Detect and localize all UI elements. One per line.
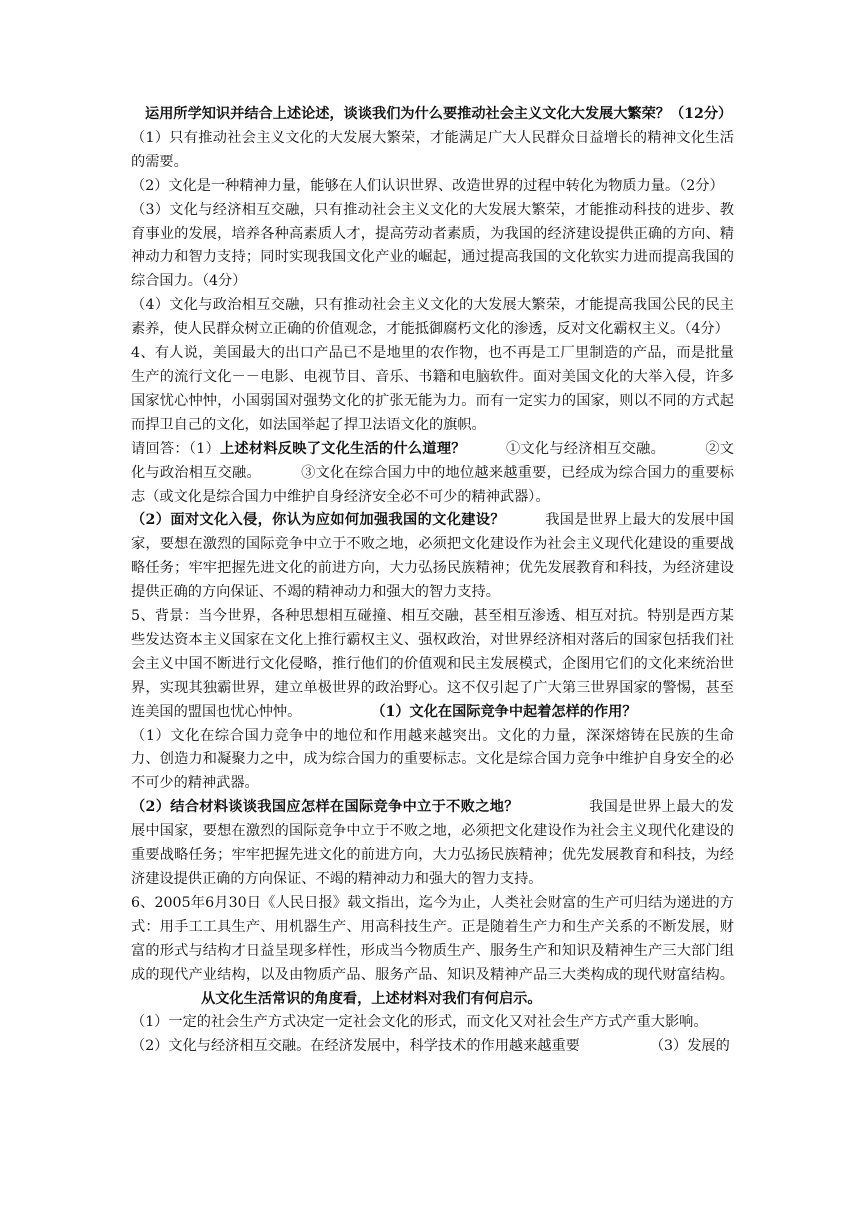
q6-answer-2-3	[131, 1035, 734, 1059]
q3-answer-1: （1）只有推动社会主义文化的大发展大繁荣，才能满足广大人民群众日益增长的精神文化生活的需要。	[131, 129, 734, 170]
q5-question-1: （1）文化在国际竞争中起着怎样的作用？	[371, 703, 637, 720]
q4-question-2: （2）面对文化入侵，你认为应如何加强我国的文化建设？	[131, 512, 505, 529]
q4-answer-2: 我国是世界上最大的发展中国家，要想在激烈的国际竞争中立于不败之地，必须把文化建设作为社会主义现代化建设的重要战略任务；牢牢把握先进文化的前进方向，大力弘扬民族精神；优先发展教育和科技，为经济建设提供正确的方向保证、不竭的精神动力和强大的智力支持。	[131, 512, 734, 601]
q4-material: 4、有人说，美国最大的出口产品已不是地里的农作物，也不再是工厂里制造的产品，而是批量生产的流行文化－－电影、电视节目、音乐、书籍和电脑软件。面对美国文化的大举入侵，许多国家忧心忡忡，小国弱国对强势文化的扩张无能为力。而有一定实力的国家，则以不同的方式起而捍卫自己的文化，如法国举起了捍卫法语文化的旗帜。	[131, 345, 734, 433]
q4-part-2	[131, 509, 734, 605]
q5-part-2	[131, 796, 734, 892]
q5-question-2: （2）结合材料谈谈我国应怎样在国际竞争中立于不败之地？	[131, 799, 519, 816]
q5-material	[131, 605, 734, 725]
q6-answer-1: （1）一定的社会生产方式决定一定社会文化的形式，而文化又对社会生产方式产重大影响。	[131, 1014, 708, 1031]
q4-answer-1-1: ①文化与经济相互交融。	[505, 440, 666, 457]
q6-question: 从文化生活常识的角度看，上述材料对我们有何启示。	[201, 990, 542, 1007]
q3-answer-3: （3）文化与经济相互交融，只有推动社会主义文化的大发展大繁荣，才能推动科技的进步、教育事业的发展，培养各种高素质人才，提高劳动者素质，为我国的经济建设提供正确的方向、精神动力和智力支持；同时实现我国文化产业的崛起，通过提高我国的文化软实力进而提高我国的综合国力。（4分）	[131, 201, 734, 290]
q4-part-1	[131, 438, 734, 510]
q4-question-1: 上述材料反映了文化生活的什么道理？	[219, 440, 466, 457]
q6-answer-2: （2）文化与经济相互交融。在经济发展中，科学技术的作用越来越重要	[131, 1038, 580, 1055]
q3-answer-2: （2）文化是一种精神力量，能够在人们认识世界、改造世界的过程中转化为物质力量。（2分）	[131, 177, 724, 194]
q6-material	[131, 892, 734, 1012]
q6-material-text: 6、2005年6月30日《人民日报》载文指出，迄今为止，人类社会财富的生产可归结为递进的方式：用手工工具生产、用机器生产、用高科技生产。正是随着生产力和生产关系的不断发展，财富的形式与结构才日益呈现多样性，形成当今物质生产、服务生产和知识及精神生产三大部门组成的现代产业结构，以及由物质产品、服务产品、知识及精神产品三大类构成的现代财富结构。	[131, 894, 734, 983]
q3-question	[131, 103, 734, 127]
q3-question-text: 运用所学知识并结合上述论述，谈谈我们为什么要推动社会主义文化大发展大繁荣？（12分）	[145, 106, 733, 122]
q6-answer-3: （3）发展的	[649, 1038, 730, 1055]
q4-prefix: 请回答：（1）	[131, 440, 220, 457]
q3-answer-4: （4）文化与政治相互交融，只有推动社会主义文化的大发展大繁荣，才能提高我国公民的民主素养，使人民群众树立正确的价值观念，才能抵御腐朽文化的渗透，反对文化霸权主义。（4分）	[131, 297, 734, 338]
q5-answer-2: 我国是世界上最大的发展中国家，要想在激烈的国际竞争中立于不败之地，必须把文化建设作为社会主义现代化建设的重要战略任务；牢牢把握先进文化的前进方向，大力弘扬民族精神；优先发展教育和科技，为经济建设提供正确的方向保证、不竭的精神动力和强大的智力支持。	[131, 799, 734, 887]
q4-answer-1-2: ②文化与政治相互交融。	[131, 440, 734, 481]
q5-material-text: 5、背景：当今世界，各种思想相互碰撞、相互交融，甚至相互渗透、相互对抗。特别是西方某些发达资本主义国家在文化上推行霸权主义、强权政治，对世界经济相对落后的国家包括我们社会主义中国不断进行文化侵略，推行他们的价值观和民主发展模式，企图用它们的文化来统治世界，实现其独霸世界，建立单极世界的政治野心。这不仅引起了广大第三世界国家的警惕，甚至连美国的盟国也忧心忡忡。	[131, 608, 734, 720]
document-page	[131, 103, 734, 1059]
q5-answer-1: （1）文化在综合国力竞争中的地位和作用越来越突出。文化的力量，深深熔铸在民族的生命力、创造力和凝聚力之中，成为综合国力的重要标志。文化是综合国力竞争中维护自身安全的必不可少的精神武器。	[131, 727, 734, 792]
q4-answer-1-3: ③文化在综合国力中的地位越来越重要，已经成为综合国力的重要标志（或文化是综合国力中维护自身经济安全必不可少的精神武器）。	[131, 464, 734, 505]
